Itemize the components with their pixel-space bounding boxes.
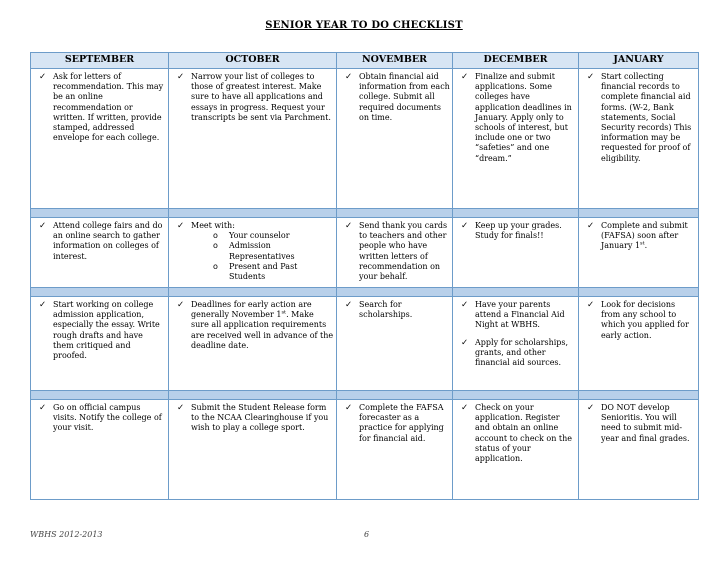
- item-text: Obtain financial aid information from each college. Submit all required documents on time.: [359, 72, 450, 122]
- list-item: [37, 72, 166, 143]
- check-mark-icon: ✓: [461, 221, 469, 231]
- table-row: [31, 218, 699, 288]
- check-mark-icon: ✓: [39, 403, 47, 413]
- sub-items: [191, 231, 334, 282]
- checklist-cell-december: [453, 218, 579, 288]
- checklist-items: [579, 218, 698, 252]
- checklist-body: [31, 69, 699, 500]
- checklist-cell-november: [337, 69, 453, 209]
- checklist-items: [337, 69, 452, 123]
- item-text: Send thank you cards to teachers and other people who have written letters of recommendation on your behalf.: [359, 221, 448, 282]
- page-title: SENIOR YEAR TO DO CHECKLIST: [265, 20, 463, 31]
- table-row: [31, 69, 699, 209]
- checklist-cell-december: [453, 400, 579, 500]
- checklist-items: [453, 400, 578, 464]
- check-mark-icon: ✓: [461, 337, 469, 348]
- month-header-november: NOVEMBER: [337, 53, 453, 69]
- separator-cell: [579, 209, 699, 218]
- check-mark-icon: ✓: [587, 72, 595, 82]
- item-text: Have your parents attend a Financial Aid Night at WBHS.: [475, 300, 565, 330]
- check-mark-icon: ✓: [345, 72, 353, 82]
- separator-cell: [337, 391, 453, 400]
- check-mark-icon: ✓: [345, 300, 353, 310]
- check-mark-icon: ✓: [177, 403, 185, 413]
- check-mark-icon: ✓: [345, 403, 353, 413]
- list-item: [459, 338, 576, 369]
- separator-cell: [337, 288, 453, 297]
- checklist-cell-october: [169, 69, 337, 209]
- checklist-items: [169, 400, 336, 434]
- checklist-cell-september: [31, 297, 169, 391]
- item-text: Submit the Student Release form to the NCAA Clearinghouse if you wish to play a college sport.: [191, 403, 329, 433]
- checklist-cell-january: [579, 297, 699, 391]
- item-text: Complete the FAFSA forecaster as a practice for applying for financial aid.: [359, 403, 444, 443]
- sub-item-text: Present and Past Students: [229, 261, 298, 282]
- checklist-cell-november: [337, 400, 453, 500]
- checklist-items: [337, 218, 452, 282]
- separator-cell: [453, 391, 579, 400]
- checklist-cell-november: [337, 297, 453, 391]
- item-text: Complete and submit (FAFSA) soon after January 1: [601, 221, 688, 251]
- checklist-table: [30, 52, 699, 500]
- checklist-cell-january: [579, 400, 699, 500]
- checklist-items: [31, 218, 168, 262]
- checklist-items: [337, 400, 452, 444]
- checklist-cell-december: [453, 69, 579, 209]
- check-mark-icon: ✓: [177, 221, 185, 231]
- checklist-items: [453, 69, 578, 164]
- month-header-october: OCTOBER: [169, 53, 337, 69]
- list-item: [459, 403, 576, 464]
- hollow-bullet-icon: o: [213, 231, 218, 241]
- sub-item-text: Admission Representatives: [229, 241, 295, 261]
- checklist-items: [169, 218, 336, 282]
- separator-cell: [169, 391, 337, 400]
- item-text: Attend college fairs and do an online search to gather information on colleges of interest.: [53, 221, 163, 261]
- month-header-september: SEPTEMBER: [31, 53, 169, 69]
- separator-cell: [579, 288, 699, 297]
- list-item: [585, 300, 696, 341]
- sub-list-item: [211, 231, 334, 241]
- list-item: [37, 300, 166, 361]
- separator-cell: [31, 288, 169, 297]
- check-mark-icon: ✓: [345, 221, 353, 231]
- list-item: [459, 72, 576, 164]
- sub-list-item: [211, 241, 334, 261]
- month-header-december: DECEMBER: [453, 53, 579, 69]
- page-number: 6: [364, 530, 370, 539]
- footer-school-year: WBHS 2012-2013: [30, 530, 103, 539]
- item-text: Search for scholarships.: [359, 300, 413, 320]
- table-row: [31, 400, 699, 500]
- separator-cell: [169, 209, 337, 218]
- check-mark-icon: ✓: [587, 221, 595, 231]
- checklist-items: [31, 69, 168, 143]
- checklist-items: [579, 400, 698, 444]
- check-mark-icon: ✓: [177, 300, 185, 310]
- checklist-items: [579, 297, 698, 341]
- list-item: [343, 403, 450, 444]
- check-mark-icon: ✓: [39, 72, 47, 82]
- checklist-items: [579, 69, 698, 164]
- check-mark-icon: ✓: [461, 72, 469, 82]
- list-item: [585, 403, 696, 444]
- check-mark-icon: ✓: [461, 300, 469, 310]
- table-row: [31, 297, 699, 391]
- separator-cell: [31, 391, 169, 400]
- checklist-cell-october: [169, 400, 337, 500]
- check-mark-icon: ✓: [39, 221, 47, 231]
- separator-cell: [453, 288, 579, 297]
- item-text: Start working on college admission application, especially the essay. Write rough drafts and have them critiqued and proofed.: [53, 300, 160, 361]
- list-item: [459, 300, 576, 331]
- checklist-items: [453, 218, 578, 241]
- list-item: [175, 403, 334, 434]
- list-item: [343, 221, 450, 282]
- list-item: [37, 403, 166, 434]
- list-item: [175, 72, 334, 123]
- check-mark-icon: ✓: [587, 403, 595, 413]
- separator-cell: [31, 209, 169, 218]
- check-mark-icon: ✓: [587, 300, 595, 310]
- checklist-items: [453, 297, 578, 368]
- checklist-items: [169, 69, 336, 123]
- item-text: Narrow your list of colleges to those of greatest interest. Make sure to have all applications and essays in progress. Request your transcripts be sent via Parchment.: [191, 72, 331, 122]
- ordinal-suffix: st: [640, 240, 645, 247]
- checklist-cell-december: [453, 297, 579, 391]
- checklist-items: [337, 297, 452, 320]
- list-item: [343, 300, 450, 320]
- item-text: Check on your application. Register and obtain an online account to check on the status of your application.: [475, 403, 573, 464]
- checklist-cell-november: [337, 218, 453, 288]
- checklist-cell-january: [579, 69, 699, 209]
- item-text: Look for decisions from any school to which you applied for early action.: [601, 300, 689, 340]
- checklist-cell-september: [31, 69, 169, 209]
- item-text: Start collecting financial records to complete financial aid forms. (W-2, Bank statements, Social Security records) This information may be requested for proof of eligibility.: [601, 72, 692, 163]
- checklist-cell-october: [169, 218, 337, 288]
- sub-item-text: Your counselor: [229, 231, 290, 241]
- list-item: [459, 221, 576, 241]
- separator-cell: [579, 391, 699, 400]
- checklist-items: [31, 297, 168, 361]
- month-header-row: [31, 53, 699, 69]
- separator-cell: [337, 209, 453, 218]
- item-text-continued: . Make sure all application requirements are received well in advance of the deadline date.: [191, 310, 334, 350]
- row-separator: [31, 288, 699, 297]
- checklist-cell-january: [579, 218, 699, 288]
- checklist-cell-october: [169, 297, 337, 391]
- sub-list-item: [211, 262, 334, 282]
- list-item: [175, 221, 334, 282]
- list-item: [343, 72, 450, 123]
- item-text: Keep up your grades. Study for finals!!: [475, 221, 562, 241]
- item-text: Finalize and submit applications. Some colleges have application deadlines in January. Apply only to schools of interest, but include one or two “safeties” and one “dream.”: [475, 72, 572, 163]
- row-separator: [31, 391, 699, 400]
- hollow-bullet-icon: o: [213, 261, 218, 271]
- month-header-january: JANUARY: [579, 53, 699, 69]
- check-mark-icon: ✓: [177, 72, 185, 82]
- item-text: DO NOT develop Senioritis. You will need to submit mid-year and final grades.: [601, 403, 690, 443]
- ordinal-suffix: st: [281, 309, 287, 316]
- separator-cell: [169, 288, 337, 297]
- item-text-continued: .: [644, 241, 648, 251]
- list-item: [585, 72, 696, 164]
- item-text: Apply for scholarships, grants, and other financial aid sources.: [475, 337, 569, 368]
- list-item: [585, 221, 696, 252]
- checklist-items: [31, 400, 168, 434]
- checklist-cell-september: [31, 218, 169, 288]
- list-item: [175, 300, 334, 351]
- item-text: Go on official campus visits. Notify the college of your visit.: [53, 403, 162, 433]
- list-item: [37, 221, 166, 262]
- checklist-cell-september: [31, 400, 169, 500]
- item-text: Meet with:: [191, 221, 235, 230]
- separator-cell: [453, 209, 579, 218]
- row-separator: [31, 209, 699, 218]
- checklist-items: [169, 297, 336, 351]
- check-mark-icon: ✓: [39, 300, 47, 310]
- check-mark-icon: ✓: [461, 403, 469, 413]
- item-text: Ask for letters of recommendation. This may be an online recommendation or written. If written, provide stamped, addressed envelope for each college.: [53, 72, 164, 143]
- item-text: Deadlines for early action are generally November 1: [191, 300, 312, 320]
- hollow-bullet-icon: o: [213, 241, 218, 251]
